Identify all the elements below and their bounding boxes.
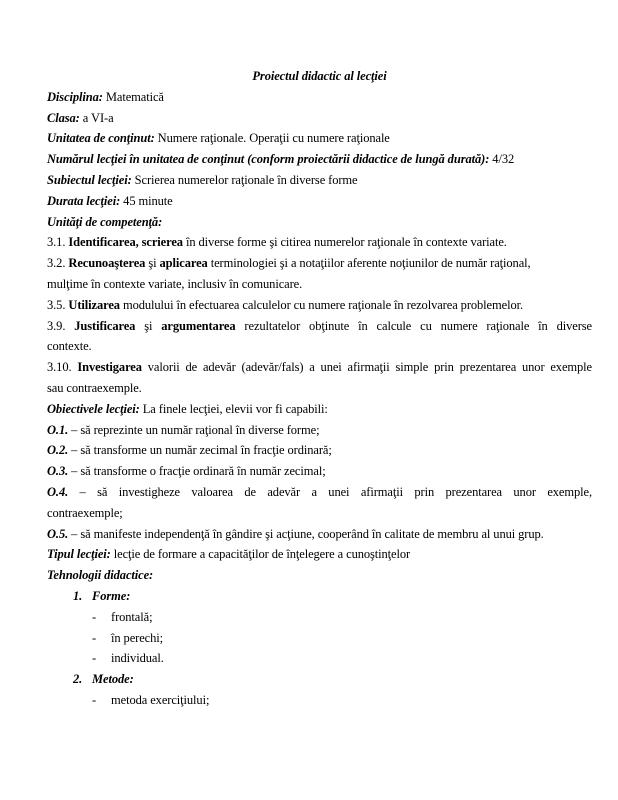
field-tipul-lectiei	[47, 544, 592, 565]
list-item-text: metoda exerciţiului;	[111, 692, 210, 707]
field-clasa	[47, 108, 592, 129]
section-heading-text: Tehnologii didactice:	[47, 568, 154, 583]
objective-text: – să investigheze valoarea de adevăr a unei afirmaţii prin prezentarea unor exemple,	[68, 484, 592, 499]
field-value: lecţie de formare a capacităţilor de înţelegere a cunoştinţelor	[110, 547, 411, 562]
field-value: 4/32	[489, 152, 515, 167]
obiectiv-o4-continuation	[47, 503, 592, 524]
field-unitatea-de-continut	[47, 128, 592, 149]
item-text: modulului în efectuarea calculelor cu numere raţionale în rezolvarea problemelor.	[119, 297, 523, 312]
item-text: şi	[145, 256, 160, 271]
bold-term: Utilizarea	[68, 297, 120, 312]
field-durata-lectiei	[47, 191, 592, 212]
competenta-3-2-continuation	[47, 274, 592, 295]
item-text: mulţime în contexte variate, inclusiv în comunicare.	[47, 276, 303, 291]
field-value: Matematică	[102, 89, 164, 104]
objective-text: – să transforme un număr zecimal în fracţie ordinară;	[68, 443, 332, 458]
list-forme-heading	[47, 586, 592, 607]
field-value: 45 minute	[120, 193, 173, 208]
field-label: Disciplina:	[47, 89, 103, 104]
item-text: terminologiei şi a notaţiilor aferente noţiunilor de număr raţional,	[207, 256, 531, 271]
objective-id: O.3.	[47, 464, 69, 479]
bold-term: aplicarea	[159, 256, 208, 271]
field-label: Durata lecţiei:	[47, 193, 121, 208]
objective-id: O.1.	[47, 422, 69, 437]
item-number: 3.10.	[47, 360, 78, 375]
list-marker: -	[92, 609, 97, 624]
obiectiv-o2	[47, 440, 592, 461]
bold-term: Recunoaşterea	[68, 256, 146, 271]
obiectiv-o1	[47, 420, 592, 441]
field-value: Scrierea numerelor raţionale în diverse forme	[131, 172, 358, 187]
bold-term: Investigarea	[77, 360, 142, 375]
competenta-3-10	[47, 357, 592, 378]
list-marker: -	[92, 651, 97, 666]
objective-text: – să reprezinte un număr raţional în diverse forme;	[68, 422, 320, 437]
item-text: contexte.	[47, 339, 92, 354]
item-number: 3.9.	[47, 318, 75, 333]
field-numarul-lectiei	[47, 149, 592, 170]
obiectiv-o5	[47, 524, 592, 545]
field-label: Clasa:	[47, 110, 80, 125]
field-value: Numere raţionale. Operaţii cu numere raţionale	[154, 131, 390, 146]
competenta-3-5	[47, 295, 592, 316]
bold-term: argumentarea	[161, 318, 236, 333]
objective-id: O.5.	[47, 526, 69, 541]
bold-term: Justificarea	[74, 318, 136, 333]
competenta-3-9	[47, 316, 592, 337]
objective-text: contraexemple;	[47, 505, 123, 520]
list-item-text: în perechi;	[111, 630, 164, 645]
competenta-3-1	[47, 232, 592, 253]
section-heading-text: Unităţi de competenţă:	[47, 214, 163, 229]
competenta-3-2	[47, 253, 592, 274]
obiective-heading	[47, 399, 592, 420]
field-value: a VI-a	[79, 110, 114, 125]
item-text: în diverse forme şi citirea numerelor raţionale în contexte variate.	[182, 235, 507, 250]
obiectiv-o3	[47, 461, 592, 482]
list-marker: -	[92, 692, 97, 707]
competente-heading	[47, 212, 592, 233]
page-title-text: Proiectul didactic al lecţiei	[252, 69, 387, 83]
field-subiectul-lectiei	[47, 170, 592, 191]
list-heading-text: Forme:	[92, 588, 131, 603]
list-item-frontala	[47, 607, 592, 628]
list-item-text: individual.	[111, 651, 164, 666]
objective-text: – să transforme o fracţie ordinară în număr zecimal;	[68, 464, 326, 479]
field-label: Numărul lecţiei în unitatea de conţinut (conform proiectării didactice de lungă durată):	[47, 152, 490, 167]
objective-text: – să manifeste independenţă în gândire şi acţiune, cooperând în calitate de membru al unui grup.	[68, 526, 544, 541]
list-number: 2.	[73, 672, 83, 687]
list-metode-heading	[47, 669, 592, 690]
field-label: Unitatea de conţinut:	[47, 131, 155, 146]
competenta-3-10-continuation	[47, 378, 592, 399]
item-number: 3.1.	[47, 235, 69, 250]
page-title	[47, 66, 592, 87]
list-item-metoda-exercitiului	[47, 690, 592, 711]
item-number: 3.2.	[47, 256, 69, 271]
tehnologii-heading	[47, 565, 592, 586]
item-text: sau contraexemple.	[47, 380, 142, 395]
field-value: La finele lecţiei, elevii vor fi capabili:	[139, 401, 328, 416]
bold-term: Identificarea, scrierea	[68, 235, 183, 250]
objective-id: O.4.	[47, 484, 69, 499]
list-marker: -	[92, 630, 97, 645]
objective-id: O.2.	[47, 443, 69, 458]
item-text: valorii de adevăr (adevăr/fals) a unei afirmaţii simple prin prezentarea unor exemple	[141, 360, 592, 375]
item-text: rezultatelor obţinute în calcule cu numere raţionale în diverse	[235, 318, 592, 333]
field-label: Obiectivele lecţiei:	[47, 401, 140, 416]
list-heading-text: Metode:	[92, 672, 134, 687]
item-text: şi	[135, 318, 162, 333]
list-number: 1.	[73, 588, 83, 603]
field-disciplina	[47, 87, 592, 108]
obiectiv-o4	[47, 482, 592, 503]
field-label: Subiectul lecţiei:	[47, 172, 132, 187]
field-label: Tipul lecţiei:	[47, 547, 111, 562]
list-item-individual	[47, 648, 592, 669]
competenta-3-9-continuation	[47, 336, 592, 357]
list-item-text: frontală;	[111, 609, 153, 624]
item-number: 3.5.	[47, 297, 69, 312]
list-item-in-perechi	[47, 628, 592, 649]
